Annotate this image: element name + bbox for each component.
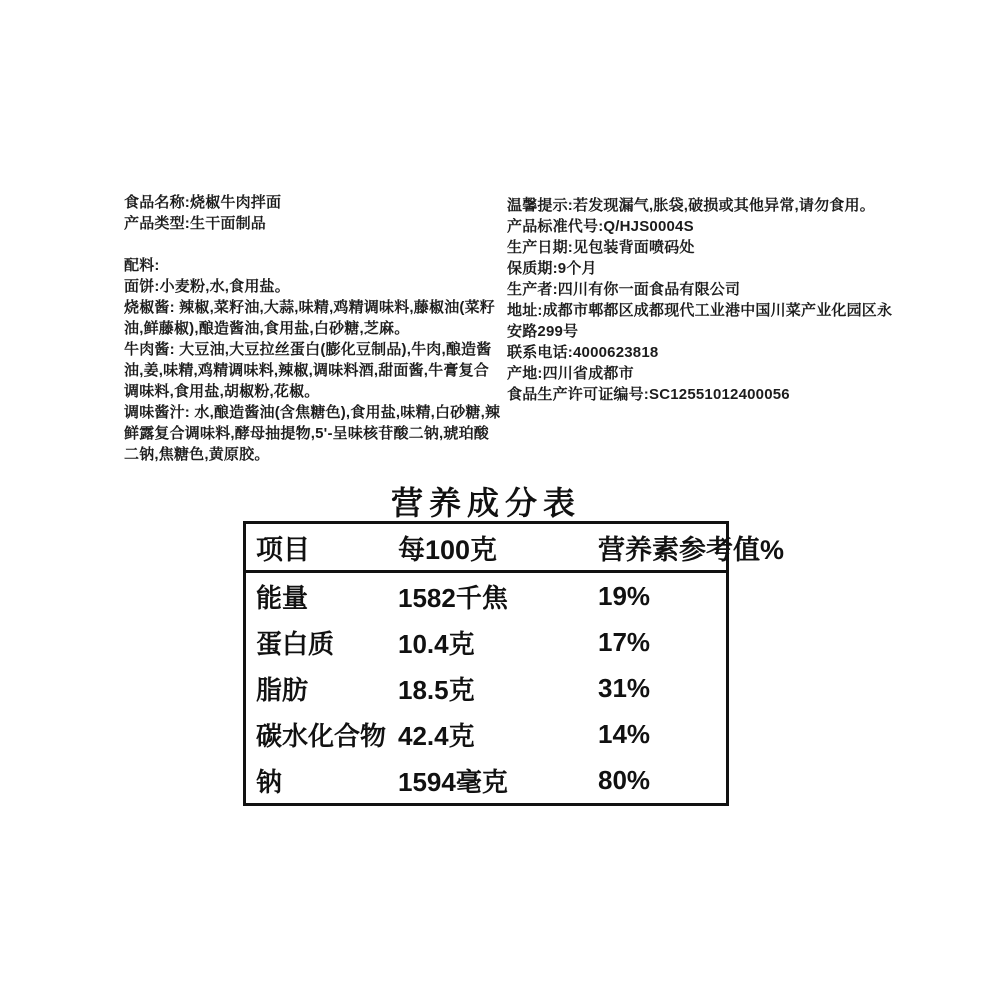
nutrition-row-protein xyxy=(246,619,726,665)
nutrition-table-header-row xyxy=(246,524,785,573)
nutrient-amount: 42.4克 xyxy=(398,720,475,751)
header-item: 项目 xyxy=(256,534,310,565)
contact-phone: 联系电话:4000623818 xyxy=(507,344,659,361)
nutrient-nrv: 31% xyxy=(598,672,651,703)
nutrition-table-title: 营养成分表 xyxy=(390,485,581,521)
nutrition-row-sodium xyxy=(246,757,726,803)
warm-tip: 温馨提示:若发现漏气,胀袋,破损或其他异常,请勿食用。 xyxy=(507,197,875,214)
nutrient-amount: 18.5克 xyxy=(398,674,475,705)
shelf-life: 保质期:9个月 xyxy=(507,260,597,277)
nutrient-nrv: 19% xyxy=(598,580,651,611)
nutrition-table xyxy=(243,521,785,806)
header-per-100g: 每100克 xyxy=(398,534,498,565)
nutrient-name: 脂肪 xyxy=(256,674,309,705)
producer-address: 地址:成都市郫都区成都现代工业港中国川菜产业化园区永安路299号 xyxy=(507,302,893,340)
pepper-sauce-ingredients: 烧椒酱: 辣椒,菜籽油,大蒜,味精,鸡精调味料,藤椒油(菜籽油,鲜藤椒),酿造酱油,食用盐,白砂糖,芝麻。 xyxy=(124,299,495,337)
product-name: 食品名称:烧椒牛肉拌面 xyxy=(124,194,282,211)
beef-sauce-ingredients: 牛肉酱: 大豆油,大豆拉丝蛋白(膨化豆制品),牛肉,酿造酱油,姜,味精,鸡精调味料,辣椒,调味料酒,甜面酱,牛膏复合调味料,食用盐,胡椒粉,花椒。 xyxy=(124,341,492,400)
nutrition-row-energy xyxy=(246,573,726,619)
header-nrv-percent: 营养素参考值% xyxy=(598,534,785,565)
nutrient-nrv: 80% xyxy=(598,764,651,795)
nutrient-amount: 10.4克 xyxy=(398,628,475,659)
nutrition-row-fat xyxy=(246,665,726,711)
nutrient-name: 碳水化合物 xyxy=(256,720,387,751)
seasoning-sauce-ingredients: 调味酱汁: 水,酿造酱油(含焦糖色),食用盐,味精,白砂糖,辣鲜露复合调味料,酵母抽提物,5'-呈味核苷酸二钠,琥珀酸二钠,焦糖色,黄原胶。 xyxy=(124,404,501,463)
ingredients-block xyxy=(124,192,504,465)
nutrient-amount: 1594毫克 xyxy=(398,766,508,797)
product-info-block xyxy=(507,195,899,405)
product-type: 产品类型:生干面制品 xyxy=(124,215,266,232)
producer: 生产者:四川有你一面食品有限公司 xyxy=(507,281,741,298)
nutrient-nrv: 14% xyxy=(598,718,651,749)
nutrient-amount: 1582千焦 xyxy=(398,582,508,613)
noodle-cake-ingredients: 面饼:小麦粉,水,食用盐。 xyxy=(124,278,290,295)
nutrient-name: 蛋白质 xyxy=(256,628,335,659)
nutrient-nrv: 17% xyxy=(598,626,651,657)
nutrient-name: 钠 xyxy=(256,766,283,797)
production-date: 生产日期:见包装背面喷码处 xyxy=(507,239,695,256)
origin: 产地:四川省成都市 xyxy=(507,365,634,382)
ingredients-heading: 配料: xyxy=(124,257,160,274)
nutrition-row-carbohydrate xyxy=(246,711,726,757)
production-license-number: 食品生产许可证编号:SC12551012400056 xyxy=(507,386,790,403)
nutrient-name: 能量 xyxy=(256,582,309,613)
standard-code: 产品标准代号:Q/HJS0004S xyxy=(507,218,694,235)
